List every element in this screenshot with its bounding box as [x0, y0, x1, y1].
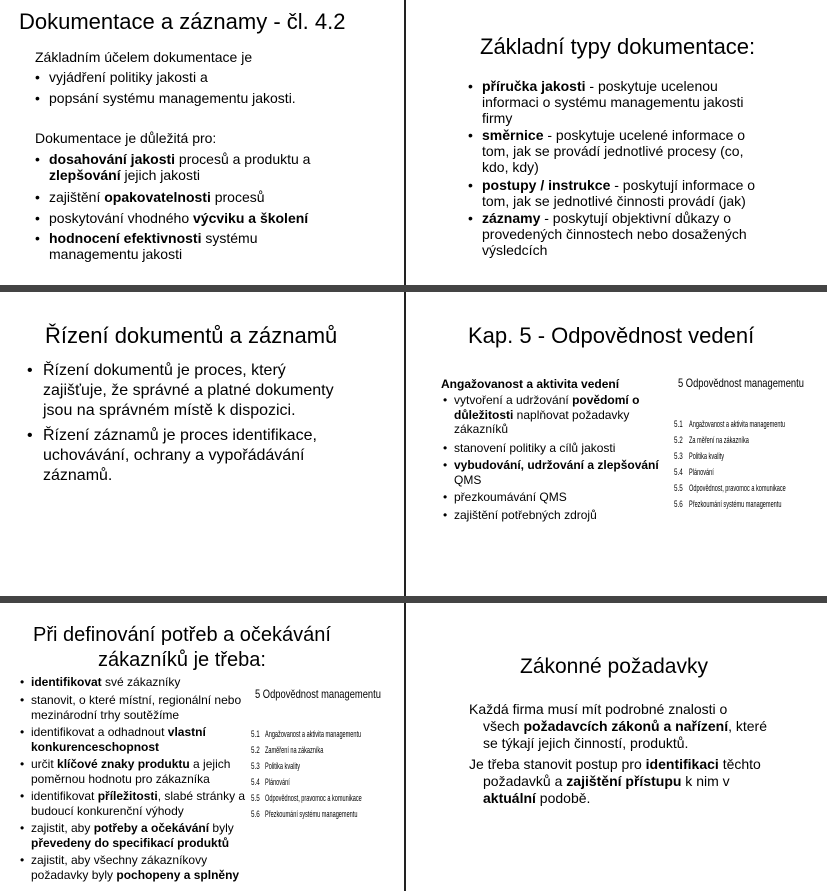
slide-title: Zákonné požadavky — [520, 655, 708, 678]
list-item: • směrnice - poskytuje ucelené informace o tom, jak se provádí jednotlivé procesy (co, kdo, kdy) — [482, 127, 745, 175]
list-item: • záznamy - poskytují objektivní důkazy o provedených činnostech nebo dosažených výsledcích — [482, 210, 747, 258]
list-item: • identifikovat své zákazníky — [31, 675, 180, 690]
list-item: • poskytování vhodného výcviku a školení — [49, 210, 308, 226]
toc-item: Plánování — [265, 777, 290, 787]
toc-item: Přezkoumání systému managementu — [689, 499, 782, 509]
slide-title-line-2: zákazníků je třeba: — [98, 649, 266, 671]
slide-title: Při definování potřeb a očekávání — [33, 624, 331, 646]
list-item: • příručka jakosti - poskytuje ucelenou informaci o systému managementu jakosti firmy — [482, 78, 743, 126]
list-item: • vyjádření politiky jakosti a — [49, 69, 208, 85]
paragraph: Je třeba stanovit postup pro identifikaci těchto požadavků a zajištění přístupu k nim v aktuální podobě. — [469, 756, 761, 806]
slide-title: Základní typy dokumentace: — [480, 34, 756, 59]
toc-item: Odpovědnost, pravomoc a komunikace — [689, 483, 786, 493]
toc-title: 5 Odpovědnost managementu — [678, 376, 804, 390]
list-item: • přezkoumávání QMS — [454, 490, 567, 505]
list-item: • stanovit, o které místní, regionální nebo mezinárodní trhy soutěžíme — [31, 693, 241, 722]
slide-title: Dokumentace a záznamy - čl. 4.2 — [19, 9, 346, 34]
toc-item: Angažovanost a aktivita managementu — [265, 729, 362, 739]
toc-number: 5.2 — [251, 745, 260, 755]
section-heading: Angažovanost a aktivita vedení — [441, 377, 620, 391]
list-item: • zajistit, aby všechny zákazníkovy požadavky byly pochopeny a splněny — [31, 853, 239, 882]
list-item: • identifikovat příležitosti, slabé stránky a budoucí konkurenční výhody — [31, 789, 245, 818]
toc-title: 5 Odpovědnost managementu — [255, 687, 381, 701]
slide-document-control — [0, 292, 404, 596]
toc-number: 5.3 — [251, 761, 260, 771]
intro-text-2: Dokumentace je důležitá pro: — [35, 130, 217, 146]
intro-text: Základním účelem dokumentace je — [35, 49, 253, 65]
list-item: • stanovení politiky a cílů jakosti — [454, 441, 615, 456]
slide-title: Řízení dokumentů a záznamů — [45, 323, 338, 348]
toc-number: 5.4 — [251, 777, 260, 787]
toc-item: Politika kvality — [689, 451, 725, 461]
list-item: • Řízení dokumentů je proces, který zajišťuje, že správné a platné dokumenty jsou na správném místě k dispozici. — [43, 361, 334, 421]
toc-number: 5.6 — [674, 499, 683, 509]
slide-customer-needs — [0, 603, 404, 891]
slide-documentation — [0, 0, 404, 285]
toc-item: Zaměření na zákazníka — [265, 745, 324, 755]
toc-number: 5.2 — [674, 435, 683, 445]
list-item: • postupy / instrukce - poskytují informace o tom, jak se jednotlivé činnosti provádí (jak) — [482, 177, 755, 209]
toc-number: 5.1 — [251, 729, 260, 739]
toc-number: 5.5 — [251, 793, 260, 803]
paragraph: Každá firma musí mít podrobné znalosti o všech požadavcích zákonů a nařízení, které se týkají jejich činností, produktů. — [469, 701, 767, 751]
slide-management-responsibility — [406, 292, 827, 596]
toc-number: 5.4 — [674, 467, 683, 477]
slide-documentation-types — [406, 0, 827, 285]
list-item: • vytvoření a udržování povědomí o důležitosti naplňovat požadavky zákazníků — [454, 393, 639, 437]
toc-number: 5.5 — [674, 483, 683, 493]
list-item: • zajištění potřebných zdrojů — [454, 508, 597, 523]
list-item: • Řízení záznamů je proces identifikace, uchovávání, ochrany a vypořádávání záznamů. — [43, 426, 317, 486]
toc-number: 5.3 — [674, 451, 683, 461]
list-item: • identifikovat a odhadnout vlastní konkurenceschopnost — [31, 725, 206, 754]
slide-title: Kap. 5 - Odpovědnost vedení — [468, 323, 755, 348]
slide-legal-requirements — [406, 603, 827, 891]
list-item: • určit klíčové znaky produktu a jejich poměrnou hodnotu pro zákazníka — [31, 757, 230, 786]
toc-item: Angažovanost a aktivita managementu — [689, 419, 786, 429]
toc-number: 5.1 — [674, 419, 683, 429]
list-item: • dosahování jakosti procesů a produktu a zlepšování jejich jakosti — [49, 151, 310, 183]
list-item: • vybudování, udržování a zlepšování QMS — [454, 458, 659, 487]
toc-number: 5.6 — [251, 809, 260, 819]
list-item: • zajistit, aby potřeby a očekávání byly převedeny do specifikací produktů — [31, 821, 234, 850]
list-item: • hodnocení efektivnosti systému managementu jakosti — [49, 230, 257, 262]
toc-item: Odpovědnost, pravomoc a komunikace — [265, 793, 362, 803]
toc-item: Za měření na zákazníka — [689, 435, 749, 445]
horizontal-divider-2 — [0, 596, 827, 603]
list-item: • zajištění opakovatelnosti procesů — [49, 189, 265, 205]
list-item: • popsání systému managementu jakosti. — [49, 90, 296, 106]
toc-item: Přezkoumání systému managementu — [265, 809, 358, 819]
toc-item: Plánování — [689, 467, 714, 477]
toc-item: Politika kvality — [265, 761, 301, 771]
horizontal-divider-1 — [0, 285, 827, 292]
